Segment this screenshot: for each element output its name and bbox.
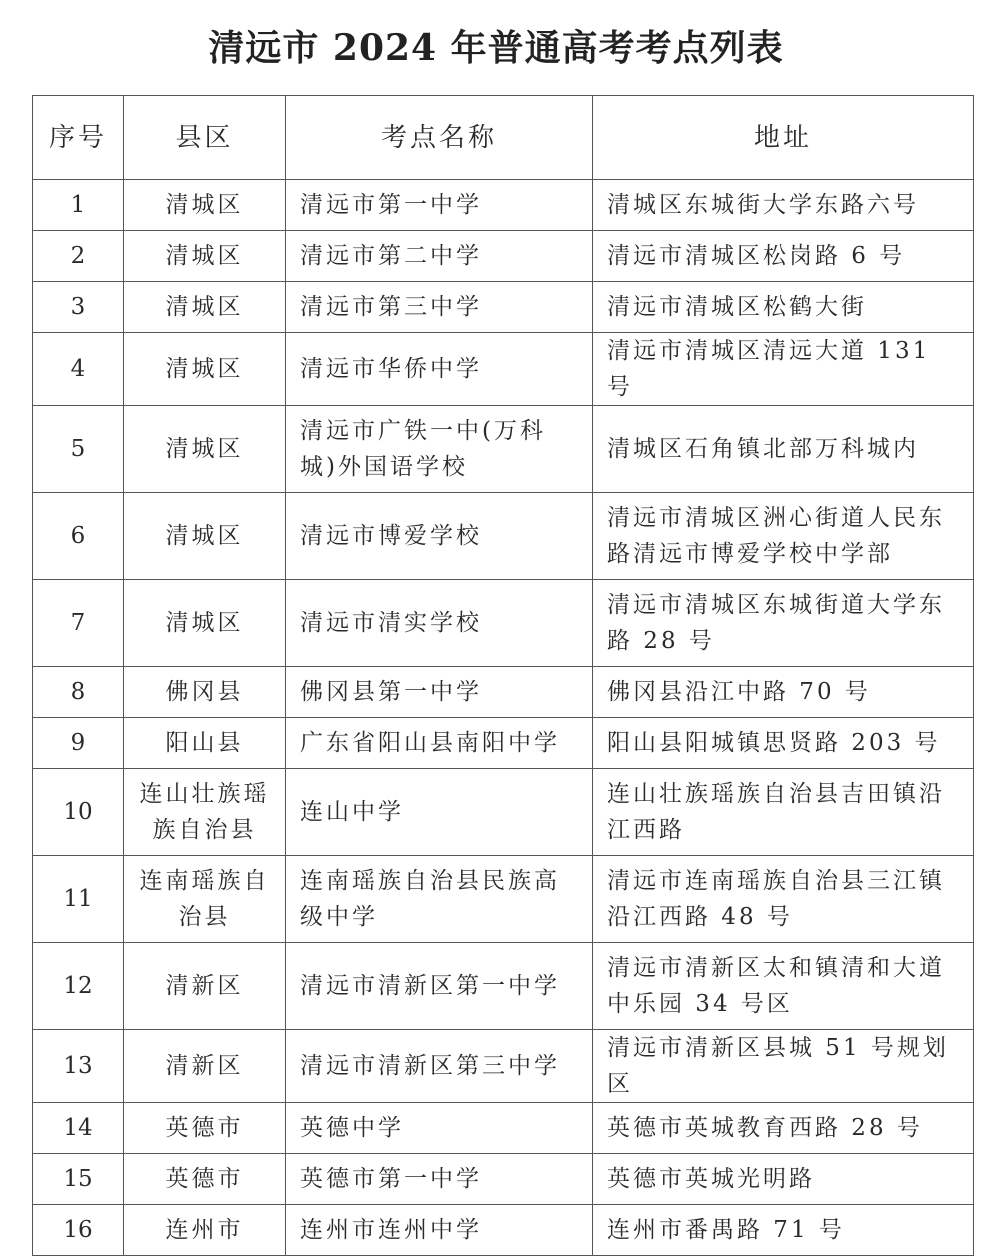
row-index: 10 <box>33 769 124 856</box>
row-index: 4 <box>33 333 124 406</box>
row-site-name: 清远市清实学校 <box>286 580 593 667</box>
row-site-name: 清远市清新区第一中学 <box>286 943 593 1030</box>
row-site-name: 广东省阳山县南阳中学 <box>286 718 593 769</box>
table-row <box>33 1030 974 1103</box>
row-district: 清城区 <box>124 180 286 231</box>
row-district: 英德市 <box>124 1154 286 1205</box>
row-index: 1 <box>33 180 124 231</box>
row-district: 连南瑶族自治县 <box>124 856 286 943</box>
row-site-name: 连州市连州中学 <box>286 1205 593 1256</box>
row-district: 清城区 <box>124 580 286 667</box>
row-district: 清城区 <box>124 231 286 282</box>
row-site-name: 清远市清新区第三中学 <box>286 1030 593 1103</box>
row-site-name: 清远市第二中学 <box>286 231 593 282</box>
table-row <box>33 493 974 580</box>
row-district: 佛冈县 <box>124 667 286 718</box>
table-row <box>33 667 974 718</box>
table-row <box>33 406 974 493</box>
row-address: 英德市英城教育西路 28 号 <box>593 1103 974 1154</box>
row-district: 连山壮族瑶族自治县 <box>124 769 286 856</box>
row-site-name: 清远市第一中学 <box>286 180 593 231</box>
row-index: 7 <box>33 580 124 667</box>
table-row <box>33 282 974 333</box>
row-address: 清城区东城街大学东路六号 <box>593 180 974 231</box>
table-body <box>33 180 974 1256</box>
row-index: 16 <box>33 1205 124 1256</box>
row-site-name: 清远市华侨中学 <box>286 333 593 406</box>
row-site-name: 连山中学 <box>286 769 593 856</box>
table-row <box>33 580 974 667</box>
row-index: 15 <box>33 1154 124 1205</box>
row-address: 清远市清城区松岗路 6 号 <box>593 231 974 282</box>
row-address: 清远市清城区东城街道大学东路 28 号 <box>593 580 974 667</box>
row-district: 清城区 <box>124 493 286 580</box>
row-address: 清远市清城区清远大道 131 号 <box>593 333 974 406</box>
header-address: 地址 <box>593 96 974 180</box>
row-address: 阳山县阳城镇思贤路 203 号 <box>593 718 974 769</box>
row-index: 8 <box>33 667 124 718</box>
row-index: 5 <box>33 406 124 493</box>
row-site-name: 清远市广铁一中(万科城)外国语学校 <box>286 406 593 493</box>
table-row <box>33 943 974 1030</box>
row-address: 清远市清新区太和镇清和大道中乐园 34 号区 <box>593 943 974 1030</box>
row-site-name: 连南瑶族自治县民族高级中学 <box>286 856 593 943</box>
header-index: 序号 <box>33 96 124 180</box>
row-district: 清城区 <box>124 282 286 333</box>
row-address: 连山壮族瑶族自治县吉田镇沿江西路 <box>593 769 974 856</box>
table-row <box>33 180 974 231</box>
table-row <box>33 856 974 943</box>
row-address: 佛冈县沿江中路 70 号 <box>593 667 974 718</box>
row-address: 清远市清城区洲心街道人民东路清远市博爱学校中学部 <box>593 493 974 580</box>
header-district: 县区 <box>124 96 286 180</box>
row-site-name: 清远市博爱学校 <box>286 493 593 580</box>
row-address: 清远市清新区县城 51 号规划区 <box>593 1030 974 1103</box>
row-address: 清城区石角镇北部万科城内 <box>593 406 974 493</box>
row-district: 清新区 <box>124 943 286 1030</box>
row-district: 阳山县 <box>124 718 286 769</box>
row-site-name: 佛冈县第一中学 <box>286 667 593 718</box>
row-index: 2 <box>33 231 124 282</box>
row-address: 清远市清城区松鹤大街 <box>593 282 974 333</box>
table-header-row <box>33 96 974 180</box>
row-district: 英德市 <box>124 1103 286 1154</box>
table-row <box>33 333 974 406</box>
header-site-name: 考点名称 <box>286 96 593 180</box>
table-row <box>33 1103 974 1154</box>
row-index: 11 <box>33 856 124 943</box>
row-address: 清远市连南瑶族自治县三江镇沿江西路 48 号 <box>593 856 974 943</box>
page-title: 清远市 2024 年普通高考考点列表 <box>208 27 784 69</box>
table-row <box>33 718 974 769</box>
row-address: 英德市英城光明路 <box>593 1154 974 1205</box>
row-address: 连州市番禺路 71 号 <box>593 1205 974 1256</box>
row-index: 14 <box>33 1103 124 1154</box>
row-site-name: 英德市第一中学 <box>286 1154 593 1205</box>
table-row <box>33 769 974 856</box>
row-district: 清城区 <box>124 406 286 493</box>
row-index: 12 <box>33 943 124 1030</box>
row-site-name: 英德中学 <box>286 1103 593 1154</box>
row-district: 连州市 <box>124 1205 286 1256</box>
row-index: 3 <box>33 282 124 333</box>
row-index: 13 <box>33 1030 124 1103</box>
exam-site-table <box>32 95 974 1256</box>
row-index: 9 <box>33 718 124 769</box>
table-row <box>33 231 974 282</box>
table-row <box>33 1154 974 1205</box>
row-district: 清城区 <box>124 333 286 406</box>
table-row <box>33 1205 974 1256</box>
row-district: 清新区 <box>124 1030 286 1103</box>
row-site-name: 清远市第三中学 <box>286 282 593 333</box>
row-index: 6 <box>33 493 124 580</box>
